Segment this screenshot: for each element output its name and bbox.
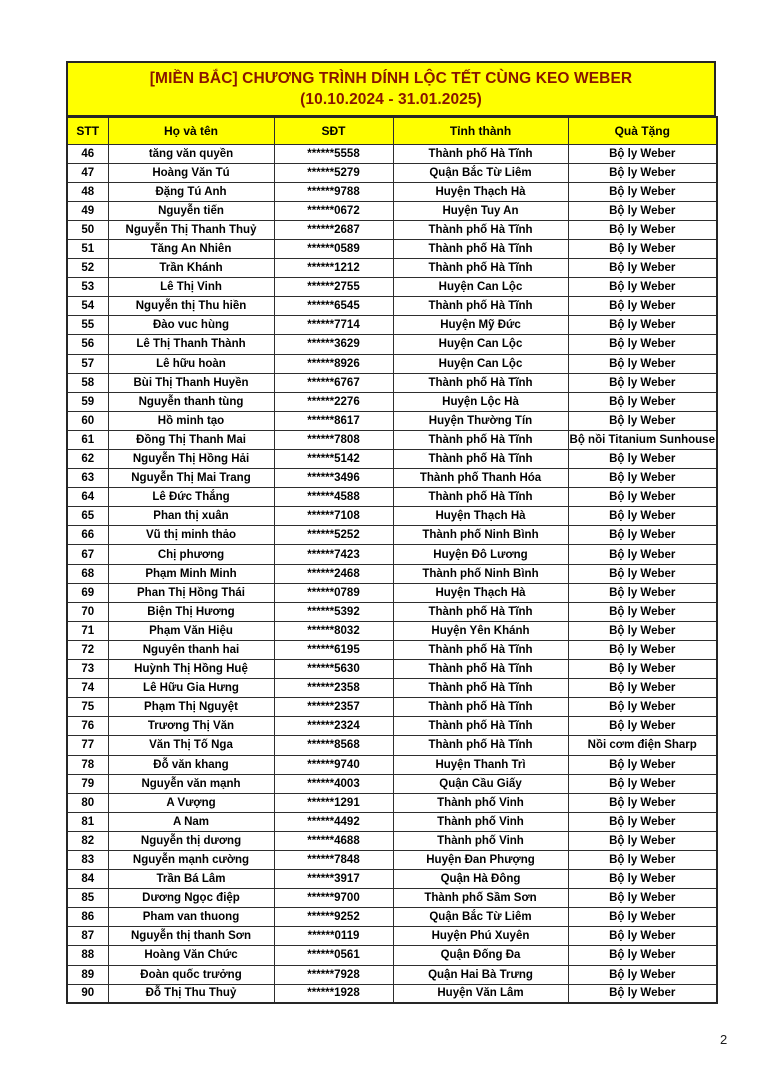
- cell-province: Thành phố Hà Tĩnh: [393, 736, 568, 755]
- cell-province: Huyện Mỹ Đức: [393, 316, 568, 335]
- table-row: [67, 526, 717, 545]
- cell-stt: 78: [67, 755, 108, 774]
- cell-province: Huyện Tuy An: [393, 201, 568, 220]
- table-row: [67, 679, 717, 698]
- cell-name: Dương Ngọc điệp: [108, 889, 274, 908]
- cell-stt: 53: [67, 278, 108, 297]
- cell-phone: ******6767: [274, 373, 393, 392]
- cell-province: Huyện Yên Khánh: [393, 621, 568, 640]
- table-row: [67, 182, 717, 201]
- cell-province: Quận Bắc Từ Liêm: [393, 163, 568, 182]
- table-row: [67, 640, 717, 659]
- cell-stt: 51: [67, 239, 108, 258]
- cell-province: Thành phố Hà Tĩnh: [393, 698, 568, 717]
- cell-name: Biện Thị Hương: [108, 602, 274, 621]
- cell-gift: Bộ ly Weber: [568, 354, 717, 373]
- cell-stt: 69: [67, 583, 108, 602]
- cell-phone: ******4688: [274, 831, 393, 850]
- cell-gift: Bộ ly Weber: [568, 640, 717, 659]
- cell-phone: ******2468: [274, 564, 393, 583]
- cell-stt: 87: [67, 927, 108, 946]
- cell-name: Hoàng Văn Tú: [108, 163, 274, 182]
- cell-gift: Bộ ly Weber: [568, 450, 717, 469]
- cell-phone: ******3496: [274, 469, 393, 488]
- cell-phone: ******6195: [274, 640, 393, 659]
- cell-province: Quận Hai Bà Trưng: [393, 965, 568, 984]
- page-number: 2: [720, 1032, 728, 1047]
- cell-stt: 71: [67, 621, 108, 640]
- cell-stt: 88: [67, 946, 108, 965]
- cell-stt: 72: [67, 640, 108, 659]
- table-row: [67, 965, 717, 984]
- cell-gift: Bộ ly Weber: [568, 831, 717, 850]
- table-row: [67, 946, 717, 965]
- cell-province: Thành phố Hà Tĩnh: [393, 660, 568, 679]
- cell-gift: Bộ ly Weber: [568, 602, 717, 621]
- cell-stt: 70: [67, 602, 108, 621]
- table-row: [67, 812, 717, 831]
- cell-province: Thành phố Hà Tĩnh: [393, 297, 568, 316]
- cell-gift: Bộ ly Weber: [568, 984, 717, 1003]
- cell-stt: 66: [67, 526, 108, 545]
- cell-province: Thành phố Hà Tĩnh: [393, 259, 568, 278]
- cell-stt: 73: [67, 660, 108, 679]
- cell-name: Phạm Văn Hiệu: [108, 621, 274, 640]
- table-row: [67, 774, 717, 793]
- table-row: [67, 239, 717, 258]
- cell-name: Đào vuc hùng: [108, 316, 274, 335]
- cell-phone: ******0561: [274, 946, 393, 965]
- table-row: [67, 793, 717, 812]
- cell-name: Huỳnh Thị Hồng Huệ: [108, 660, 274, 679]
- table-row: [67, 297, 717, 316]
- cell-gift: Bộ ly Weber: [568, 144, 717, 163]
- cell-gift: Bộ ly Weber: [568, 201, 717, 220]
- cell-stt: 54: [67, 297, 108, 316]
- table-row: [67, 450, 717, 469]
- cell-stt: 57: [67, 354, 108, 373]
- cell-phone: ******7714: [274, 316, 393, 335]
- cell-phone: ******7808: [274, 430, 393, 449]
- table-row: [67, 392, 717, 411]
- cell-phone: ******5252: [274, 526, 393, 545]
- cell-province: Quận Hà Đông: [393, 870, 568, 889]
- banner-title: [MIỀN BẮC] CHƯƠNG TRÌNH DÍNH LỘC TẾT CÙNG KEO WEBER: [149, 70, 633, 88]
- table-row: [67, 927, 717, 946]
- cell-name: Lê hữu hoàn: [108, 354, 274, 373]
- table-row: [67, 621, 717, 640]
- table-row: [67, 583, 717, 602]
- cell-province: Thành phố Ninh Bình: [393, 564, 568, 583]
- program-title-banner: [66, 61, 716, 117]
- cell-stt: 60: [67, 411, 108, 430]
- cell-province: Huyện Can Lộc: [393, 335, 568, 354]
- cell-gift: Bộ ly Weber: [568, 335, 717, 354]
- cell-gift: Bộ ly Weber: [568, 259, 717, 278]
- cell-province: Thành phố Vinh: [393, 831, 568, 850]
- cell-stt: 50: [67, 220, 108, 239]
- cell-gift: Bộ ly Weber: [568, 507, 717, 526]
- cell-province: Thành phố Ninh Bình: [393, 526, 568, 545]
- cell-phone: ******3917: [274, 870, 393, 889]
- cell-phone: ******2357: [274, 698, 393, 717]
- cell-stt: 76: [67, 717, 108, 736]
- cell-phone: ******5142: [274, 450, 393, 469]
- cell-name: Trần Khánh: [108, 259, 274, 278]
- cell-phone: ******9700: [274, 889, 393, 908]
- cell-province: Huyện Can Lộc: [393, 354, 568, 373]
- table-row: [67, 488, 717, 507]
- cell-gift: Bộ ly Weber: [568, 163, 717, 182]
- cell-gift: Bộ ly Weber: [568, 182, 717, 201]
- cell-name: Phạm Minh Minh: [108, 564, 274, 583]
- cell-stt: 89: [67, 965, 108, 984]
- cell-stt: 56: [67, 335, 108, 354]
- cell-stt: 81: [67, 812, 108, 831]
- cell-stt: 68: [67, 564, 108, 583]
- table-row: [67, 660, 717, 679]
- table-row: [67, 755, 717, 774]
- cell-name: Vũ thị minh thảo: [108, 526, 274, 545]
- cell-name: Đỗ Thị Thu Thuỷ: [108, 984, 274, 1003]
- cell-name: A Nam: [108, 812, 274, 831]
- cell-stt: 84: [67, 870, 108, 889]
- cell-name: Hồ minh tạo: [108, 411, 274, 430]
- cell-province: Thành phố Vinh: [393, 812, 568, 831]
- cell-province: Quận Đống Đa: [393, 946, 568, 965]
- cell-phone: ******2358: [274, 679, 393, 698]
- column-header-stt: STT: [67, 117, 108, 144]
- cell-province: Huyện Can Lộc: [393, 278, 568, 297]
- table-row: [67, 717, 717, 736]
- cell-gift: Bộ ly Weber: [568, 870, 717, 889]
- cell-phone: ******2755: [274, 278, 393, 297]
- cell-phone: ******8617: [274, 411, 393, 430]
- cell-name: Phan Thị Hồng Thái: [108, 583, 274, 602]
- cell-name: Nguyễn tiến: [108, 201, 274, 220]
- cell-province: Huyện Đan Phượng: [393, 850, 568, 869]
- cell-stt: 67: [67, 545, 108, 564]
- cell-gift: Bộ ly Weber: [568, 583, 717, 602]
- cell-province: Thành phố Hà Tĩnh: [393, 717, 568, 736]
- cell-name: Tăng An Nhiên: [108, 239, 274, 258]
- header-row: [67, 117, 717, 144]
- cell-province: Thành phố Hà Tĩnh: [393, 640, 568, 659]
- cell-phone: ******0589: [274, 239, 393, 258]
- cell-gift: Bộ ly Weber: [568, 545, 717, 564]
- cell-stt: 82: [67, 831, 108, 850]
- cell-gift: Bộ ly Weber: [568, 717, 717, 736]
- cell-phone: ******7928: [274, 965, 393, 984]
- cell-province: Thành phố Hà Tĩnh: [393, 488, 568, 507]
- cell-gift: Bộ ly Weber: [568, 278, 717, 297]
- cell-province: Quận Bắc Từ Liêm: [393, 908, 568, 927]
- cell-phone: ******6545: [274, 297, 393, 316]
- cell-phone: ******7423: [274, 545, 393, 564]
- table-row: [67, 335, 717, 354]
- cell-province: Huyện Phú Xuyên: [393, 927, 568, 946]
- cell-phone: ******4588: [274, 488, 393, 507]
- cell-name: Pham van thuong: [108, 908, 274, 927]
- table-row: [67, 831, 717, 850]
- cell-gift: Bộ ly Weber: [568, 392, 717, 411]
- cell-phone: ******9788: [274, 182, 393, 201]
- table-row: [67, 850, 717, 869]
- cell-stt: 80: [67, 793, 108, 812]
- cell-phone: ******9740: [274, 755, 393, 774]
- cell-province: Thành phố Hà Tĩnh: [393, 430, 568, 449]
- winners-table: [66, 116, 718, 1004]
- table-row: [67, 259, 717, 278]
- table-row: [67, 908, 717, 927]
- cell-gift: Bộ ly Weber: [568, 564, 717, 583]
- cell-phone: ******5279: [274, 163, 393, 182]
- table-row: [67, 144, 717, 163]
- cell-name: Nguyễn thị thanh Sơn: [108, 927, 274, 946]
- column-header-phone: SĐT: [274, 117, 393, 144]
- cell-phone: ******7108: [274, 507, 393, 526]
- cell-province: Thành phố Hà Tĩnh: [393, 679, 568, 698]
- cell-stt: 65: [67, 507, 108, 526]
- cell-stt: 55: [67, 316, 108, 335]
- cell-gift: Bộ ly Weber: [568, 469, 717, 488]
- cell-phone: ******0119: [274, 927, 393, 946]
- cell-gift: Bộ ly Weber: [568, 679, 717, 698]
- cell-gift: Bộ ly Weber: [568, 526, 717, 545]
- cell-stt: 63: [67, 469, 108, 488]
- table-row: [67, 870, 717, 889]
- cell-name: Nguyễn mạnh cường: [108, 850, 274, 869]
- table-row: [67, 564, 717, 583]
- cell-phone: ******4003: [274, 774, 393, 793]
- table-row: [67, 602, 717, 621]
- cell-stt: 59: [67, 392, 108, 411]
- cell-stt: 62: [67, 450, 108, 469]
- cell-name: Trương Thị Văn: [108, 717, 274, 736]
- cell-phone: ******1291: [274, 793, 393, 812]
- cell-phone: ******1928: [274, 984, 393, 1003]
- cell-gift: Nồi cơm điện Sharp: [568, 736, 717, 755]
- cell-gift: Bộ ly Weber: [568, 965, 717, 984]
- cell-province: Huyện Thanh Trì: [393, 755, 568, 774]
- cell-gift: Bộ ly Weber: [568, 812, 717, 831]
- cell-phone: ******7848: [274, 850, 393, 869]
- cell-province: Quận Cầu Giấy: [393, 774, 568, 793]
- cell-name: Đồng Thị Thanh Mai: [108, 430, 274, 449]
- cell-name: Trần Bá Lâm: [108, 870, 274, 889]
- cell-stt: 83: [67, 850, 108, 869]
- column-header-province: Tỉnh thành: [393, 117, 568, 144]
- cell-name: Lê Hữu Gia Hưng: [108, 679, 274, 698]
- cell-phone: ******5630: [274, 660, 393, 679]
- cell-name: Phạm Thị Nguyệt: [108, 698, 274, 717]
- cell-gift: Bộ ly Weber: [568, 220, 717, 239]
- cell-name: Nguyễn thị Thu hiền: [108, 297, 274, 316]
- cell-gift: Bộ ly Weber: [568, 698, 717, 717]
- cell-stt: 90: [67, 984, 108, 1003]
- cell-phone: ******2687: [274, 220, 393, 239]
- cell-phone: ******4492: [274, 812, 393, 831]
- cell-name: Chị phương: [108, 545, 274, 564]
- cell-name: Nguyễn Thị Hồng Hải: [108, 450, 274, 469]
- cell-province: Thành phố Hà Tĩnh: [393, 220, 568, 239]
- cell-gift: Bộ ly Weber: [568, 774, 717, 793]
- cell-province: Thành phố Hà Tĩnh: [393, 373, 568, 392]
- cell-province: Huyện Thường Tín: [393, 411, 568, 430]
- cell-gift: Bộ ly Weber: [568, 660, 717, 679]
- banner-date-range: (10.10.2024 - 31.01.2025): [300, 90, 482, 108]
- cell-province: Huyện Thạch Hà: [393, 182, 568, 201]
- cell-phone: ******2276: [274, 392, 393, 411]
- cell-gift: Bộ ly Weber: [568, 411, 717, 430]
- cell-province: Thành phố Hà Tĩnh: [393, 450, 568, 469]
- cell-province: Huyện Đô Lương: [393, 545, 568, 564]
- column-header-name: Họ và tên: [108, 117, 274, 144]
- cell-name: Nguyễn thị dương: [108, 831, 274, 850]
- cell-name: Nguyễn Thị Mai Trang: [108, 469, 274, 488]
- cell-gift: Bộ ly Weber: [568, 621, 717, 640]
- cell-stt: 47: [67, 163, 108, 182]
- table-body: [67, 144, 717, 1003]
- cell-stt: 52: [67, 259, 108, 278]
- cell-name: Nguyên thanh hai: [108, 640, 274, 659]
- cell-name: Nguyễn Thị Thanh Thuỷ: [108, 220, 274, 239]
- cell-name: Nguyễn thanh tùng: [108, 392, 274, 411]
- cell-gift: Bộ ly Weber: [568, 946, 717, 965]
- cell-gift: Bộ ly Weber: [568, 927, 717, 946]
- table-row: [67, 278, 717, 297]
- cell-gift: Bộ ly Weber: [568, 316, 717, 335]
- cell-stt: 58: [67, 373, 108, 392]
- cell-name: Phan thị xuân: [108, 507, 274, 526]
- cell-province: Thành phố Hà Tĩnh: [393, 239, 568, 258]
- table-row: [67, 698, 717, 717]
- cell-gift: Bộ ly Weber: [568, 850, 717, 869]
- table-row: [67, 220, 717, 239]
- table-row: [67, 354, 717, 373]
- cell-gift: Bộ ly Weber: [568, 239, 717, 258]
- cell-phone: ******5392: [274, 602, 393, 621]
- cell-name: A Vượng: [108, 793, 274, 812]
- table-row: [67, 163, 717, 182]
- table-row: [67, 201, 717, 220]
- table-row: [67, 889, 717, 908]
- table-row: [67, 316, 717, 335]
- cell-gift: Bộ ly Weber: [568, 889, 717, 908]
- table-row: [67, 507, 717, 526]
- cell-phone: ******3629: [274, 335, 393, 354]
- cell-stt: 86: [67, 908, 108, 927]
- cell-gift: Bộ ly Weber: [568, 793, 717, 812]
- cell-phone: ******1212: [274, 259, 393, 278]
- cell-gift: Bộ ly Weber: [568, 488, 717, 507]
- cell-phone: ******8568: [274, 736, 393, 755]
- cell-province: Thành phố Thanh Hóa: [393, 469, 568, 488]
- cell-name: Bùi Thị Thanh Huyền: [108, 373, 274, 392]
- table-row: [67, 736, 717, 755]
- cell-name: Lê Đức Thắng: [108, 488, 274, 507]
- cell-province: Huyện Văn Lâm: [393, 984, 568, 1003]
- cell-stt: 46: [67, 144, 108, 163]
- cell-name: Đoàn quốc trưởng: [108, 965, 274, 984]
- cell-stt: 74: [67, 679, 108, 698]
- cell-name: Lê Thị Vinh: [108, 278, 274, 297]
- cell-province: Huyện Thạch Hà: [393, 507, 568, 526]
- table-row: [67, 984, 717, 1003]
- cell-province: Huyện Thạch Hà: [393, 583, 568, 602]
- table-header: [67, 117, 717, 144]
- cell-stt: 75: [67, 698, 108, 717]
- cell-province: Thành phố Sầm Sơn: [393, 889, 568, 908]
- cell-gift: Bộ ly Weber: [568, 908, 717, 927]
- cell-gift: Bộ ly Weber: [568, 297, 717, 316]
- cell-phone: ******0672: [274, 201, 393, 220]
- cell-phone: ******2324: [274, 717, 393, 736]
- cell-stt: 77: [67, 736, 108, 755]
- cell-name: Đặng Tú Anh: [108, 182, 274, 201]
- cell-phone: ******8926: [274, 354, 393, 373]
- cell-province: Thành phố Hà Tĩnh: [393, 144, 568, 163]
- cell-name: Văn Thị Tố Nga: [108, 736, 274, 755]
- cell-stt: 48: [67, 182, 108, 201]
- cell-name: Lê Thị Thanh Thành: [108, 335, 274, 354]
- cell-phone: ******8032: [274, 621, 393, 640]
- table-row: [67, 469, 717, 488]
- cell-stt: 49: [67, 201, 108, 220]
- cell-phone: ******0789: [274, 583, 393, 602]
- cell-stt: 61: [67, 430, 108, 449]
- cell-province: Thành phố Hà Tĩnh: [393, 602, 568, 621]
- cell-gift: Bộ nồi Titanium Sunhouse: [568, 430, 717, 449]
- cell-province: Huyện Lộc Hà: [393, 392, 568, 411]
- cell-phone: ******5558: [274, 144, 393, 163]
- table-row: [67, 545, 717, 564]
- cell-province: Thành phố Vinh: [393, 793, 568, 812]
- cell-name: Nguyễn văn mạnh: [108, 774, 274, 793]
- table-row: [67, 430, 717, 449]
- table-row: [67, 373, 717, 392]
- table-row: [67, 411, 717, 430]
- cell-stt: 79: [67, 774, 108, 793]
- column-header-gift: Quà Tặng: [568, 117, 717, 144]
- cell-gift: Bộ ly Weber: [568, 755, 717, 774]
- cell-name: Hoàng Văn Chức: [108, 946, 274, 965]
- cell-phone: ******9252: [274, 908, 393, 927]
- cell-gift: Bộ ly Weber: [568, 373, 717, 392]
- cell-stt: 64: [67, 488, 108, 507]
- cell-name: tăng văn quyền: [108, 144, 274, 163]
- cell-name: Đỗ văn khang: [108, 755, 274, 774]
- cell-stt: 85: [67, 889, 108, 908]
